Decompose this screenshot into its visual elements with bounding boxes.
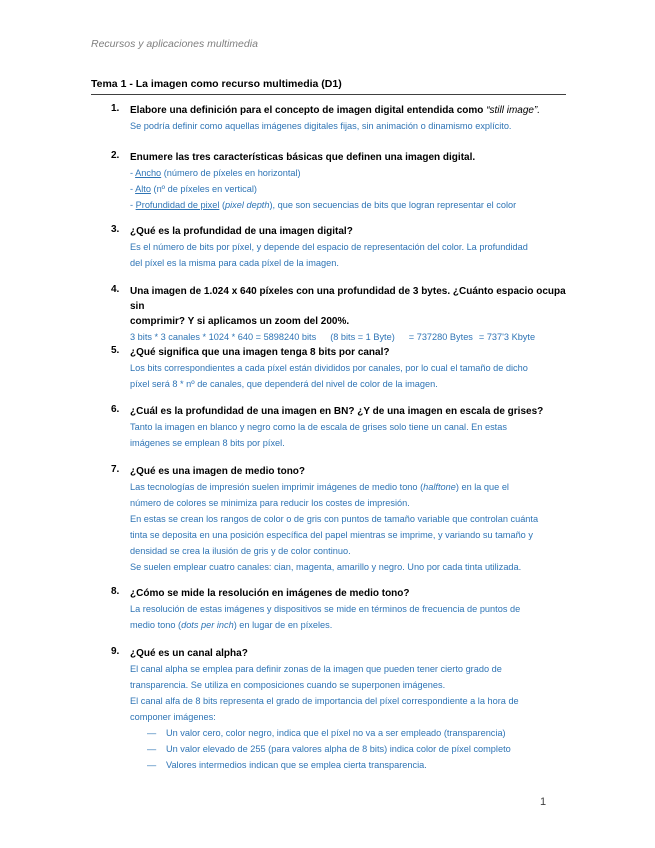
bullet-item [130, 741, 566, 757]
term-ancho: Ancho [135, 168, 162, 178]
answer-text: medio tono ( [130, 620, 182, 630]
answer-italic: halftone [423, 482, 456, 492]
answer-line: Es el número de bits por píxel, y depende del espacio de representación del color. La profundidad [130, 242, 528, 252]
answer-line: Se podría definir como aquellas imágenes digitales fijas, sin animación o dinamismo explícito. [130, 121, 512, 131]
question-title: comprimir? Y si aplicamos un zoom del 200%. [130, 316, 350, 327]
answer-line: imágenes se emplean 8 bits por píxel. [130, 438, 285, 448]
question-number: 7. [111, 464, 120, 475]
question-9 [91, 646, 566, 773]
bullet-item [130, 725, 566, 741]
answer-line [130, 165, 566, 181]
question-title: ¿Cuál es la profundidad de una imagen en BN? ¿Y de una imagen en escala de grises? [130, 406, 544, 417]
question-5 [91, 345, 566, 392]
question-number: 3. [111, 224, 120, 235]
question-8 [91, 586, 566, 633]
question-title-quote: “still image”. [486, 105, 541, 116]
answer-line [130, 479, 566, 495]
page-number: 1 [540, 796, 547, 808]
question-title: ¿Qué es un canal alpha? [130, 648, 248, 659]
calc-conversion: (8 bits = 1 Byte) [330, 332, 395, 342]
term-description: ), que son secuencias de bits que logran representar el color [269, 200, 517, 210]
question-number: 4. [111, 284, 120, 295]
question-number: 2. [111, 150, 120, 161]
calc-bytes: = 737280 Bytes [408, 332, 473, 342]
question-7 [91, 464, 566, 575]
term-description: (nº de píxeles en vertical) [150, 184, 257, 194]
term-profundidad: Profundidad de pixel [135, 200, 220, 210]
term-description: (número de píxeles en horizontal) [161, 168, 301, 178]
answer-line [130, 181, 566, 197]
running-header: Recursos y aplicaciones multimedia [91, 38, 258, 50]
question-title: ¿Qué es una imagen de medio tono? [130, 466, 306, 477]
calc-bits: 3 bits * 3 canales * 1024 * 640 = 5898240 bits [130, 332, 317, 342]
answer-text: ) en la que el [455, 482, 509, 492]
answer-line: Tanto la imagen en blanco y negro como la de escala de grises solo tiene un canal. En estas [130, 422, 507, 432]
question-title: Enumere las tres características básicas que definen una imagen digital. [130, 152, 476, 163]
question-title [130, 103, 566, 118]
answer-text: ) en lugar de en píxeles. [233, 620, 333, 630]
list-dash: - [130, 200, 136, 210]
question-title: ¿Qué es la profundidad de una imagen digital? [130, 226, 353, 237]
answer-line: píxel será 8 * nº de canales, que dependerá del nivel de color de la imagen. [130, 379, 438, 389]
bullet-text: Un valor elevado de 255 (para valores alpha de 8 bits) indica color de píxel completo [166, 744, 511, 754]
question-6 [91, 404, 566, 451]
answer-line [130, 617, 566, 633]
term-alto: Alto [135, 184, 151, 194]
answer-line: Los bits correspondientes a cada píxel están divididos por canales, por lo cual el tamaño de dicho [130, 363, 528, 373]
list-dash: - [130, 184, 136, 194]
calculation-line [130, 329, 566, 345]
question-title: Una imagen de 1.024 x 640 píxeles con una profundidad de 3 bytes. ¿Cuánto espacio ocupa sin [130, 286, 566, 312]
answer-text: Las tecnologías de impresión suelen imprimir imágenes de medio tono ( [130, 482, 424, 492]
bullet-text: Valores intermedios indican que se emplea cierta transparencia. [166, 760, 427, 770]
term-paren-open: ( [219, 200, 226, 210]
list-dash: - [130, 168, 136, 178]
answer-line: transparencia. Se utiliza en composiciones cuando se superponen imágenes. [130, 680, 446, 690]
question-title: ¿Qué significa que una imagen tenga 8 bits por canal? [130, 347, 390, 358]
bullet-item [130, 757, 566, 773]
question-number: 8. [111, 586, 120, 597]
dash-bullet: — [147, 728, 157, 738]
answer-line: En estas se crean los rangos de color o de gris con puntos de tamaño variable que controlan cuánta [130, 514, 539, 524]
question-number: 9. [111, 646, 120, 657]
answer-line [130, 197, 566, 213]
question-1 [91, 103, 566, 134]
answer-italic: dots per inch [181, 620, 234, 630]
answer-line: del píxel es la misma para cada píxel de la imagen. [130, 258, 339, 268]
answer-line: Se suelen emplear cuatro canales: cian, magenta, amarillo y negro. Uno por cada tinta utilizada. [130, 562, 522, 572]
question-title-text: Elabore una definición para el concepto de imagen digital entendida como [130, 105, 484, 116]
calc-kbytes: = 737'3 Kbyte [478, 332, 536, 342]
dash-bullet: — [147, 744, 157, 754]
question-2 [91, 150, 566, 213]
answer-line: densidad se crea la ilusión de gris y de color continuo. [130, 546, 351, 556]
question-number: 1. [111, 103, 120, 114]
question-title: ¿Cómo se mide la resolución en imágenes de medio tono? [130, 588, 410, 599]
answer-line: tinta se deposita en una posición específica del papel mientras se imprime, y variando su tamaño y [130, 530, 533, 540]
question-number: 5. [111, 345, 120, 356]
answer-line: La resolución de estas imágenes y dispositivos se mide en términos de frecuencia de puntos de [130, 604, 521, 614]
term-italic: pixel depth [225, 200, 270, 210]
section-title: Tema 1 - La imagen como recurso multimedia (D1) [91, 78, 566, 95]
answer-line: número de colores se minimiza para reducir los costes de impresión. [130, 498, 410, 508]
question-number: 6. [111, 404, 120, 415]
answer-line: componer imágenes: [130, 712, 216, 722]
answer-line: El canal alpha se emplea para definir zonas de la imagen que pueden tener cierto grado de [130, 664, 502, 674]
question-4 [91, 284, 566, 345]
bullet-text: Un valor cero, color negro, indica que el píxel no va a ser empleado (transparencia) [166, 728, 506, 738]
question-3 [91, 224, 566, 271]
answer-line: El canal alfa de 8 bits representa el grado de importancia del píxel correspondiente a la hora de [130, 696, 519, 706]
dash-bullet: — [147, 760, 157, 770]
